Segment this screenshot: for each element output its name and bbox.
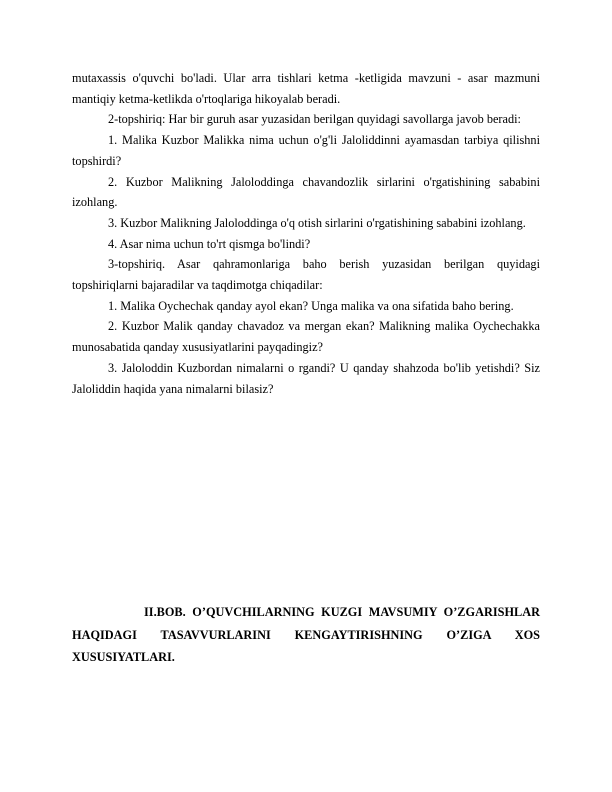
task-3-question-3: 3. Jaloloddin Kuzbordan nimalarni o rgandi? U qanday shahzoda bo'lib yetishdi? Siz Jaloliddin haqida yana nimalarni bilasiz? xyxy=(72,360,540,396)
body-text xyxy=(72,68,540,399)
task-3-question-2: 2. Kuzbor Malik qanday chavadoz va mergan ekan? Malikning malika Oychechakka munosabatida qanday xususiyatlarini payqadingiz? xyxy=(72,319,540,355)
task-2-question-1: 1. Malika Kuzbor Malikka nima uchun o'g'li Jaloliddinni ayamasdan tarbiya qilishni topshirdi? xyxy=(72,133,540,168)
task-2-question-2: 2. Kuzbor Malikning Jaloloddinga chavandozlik sirlarini o'rgatishining sababini izohlang. xyxy=(72,174,540,210)
chapter-heading: II.BOB. O’QUVCHILARNING KUZGI MAVSUMIY O’ZGARISHLAR HAQIDAGI TASAVVURLARINI KENGAYTIRISHNING O’ZIGA XOS XUSUSIYATLARI. xyxy=(72,605,540,664)
paragraph-continuation: mutaxassis o'quvchi bo'ladi. Ular arra tishlari ketma -ketligida mavzuni - asar mazmuni mantiqiy ketma-ketlikda o'rtoqlariga hikoyalab beradi. xyxy=(72,71,540,106)
task-2-question-3: 3. Kuzbor Malikning Jaloloddinga o'q otish sirlarini o'rgatishining sababini izohlang. xyxy=(108,215,526,230)
task-2-question-4: 4. Asar nima uchun to'rt qismga bo'lindi? xyxy=(108,236,311,251)
task-3-question-1: 1. Malika Oychechak qanday ayol ekan? Unga malika va ona sifatida baho bering. xyxy=(108,298,514,313)
task-3-intro: 3-topshiriq. Asar qahramonlariga baho berish yuzasidan berilgan quyidagi topshiriqlarni bajaradilar va taqdimotga chiqadilar: xyxy=(72,257,540,293)
task-2-intro: 2-topshiriq: Har bir guruh asar yuzasidan berilgan quyidagi savollarga javob beradi: xyxy=(108,112,521,127)
